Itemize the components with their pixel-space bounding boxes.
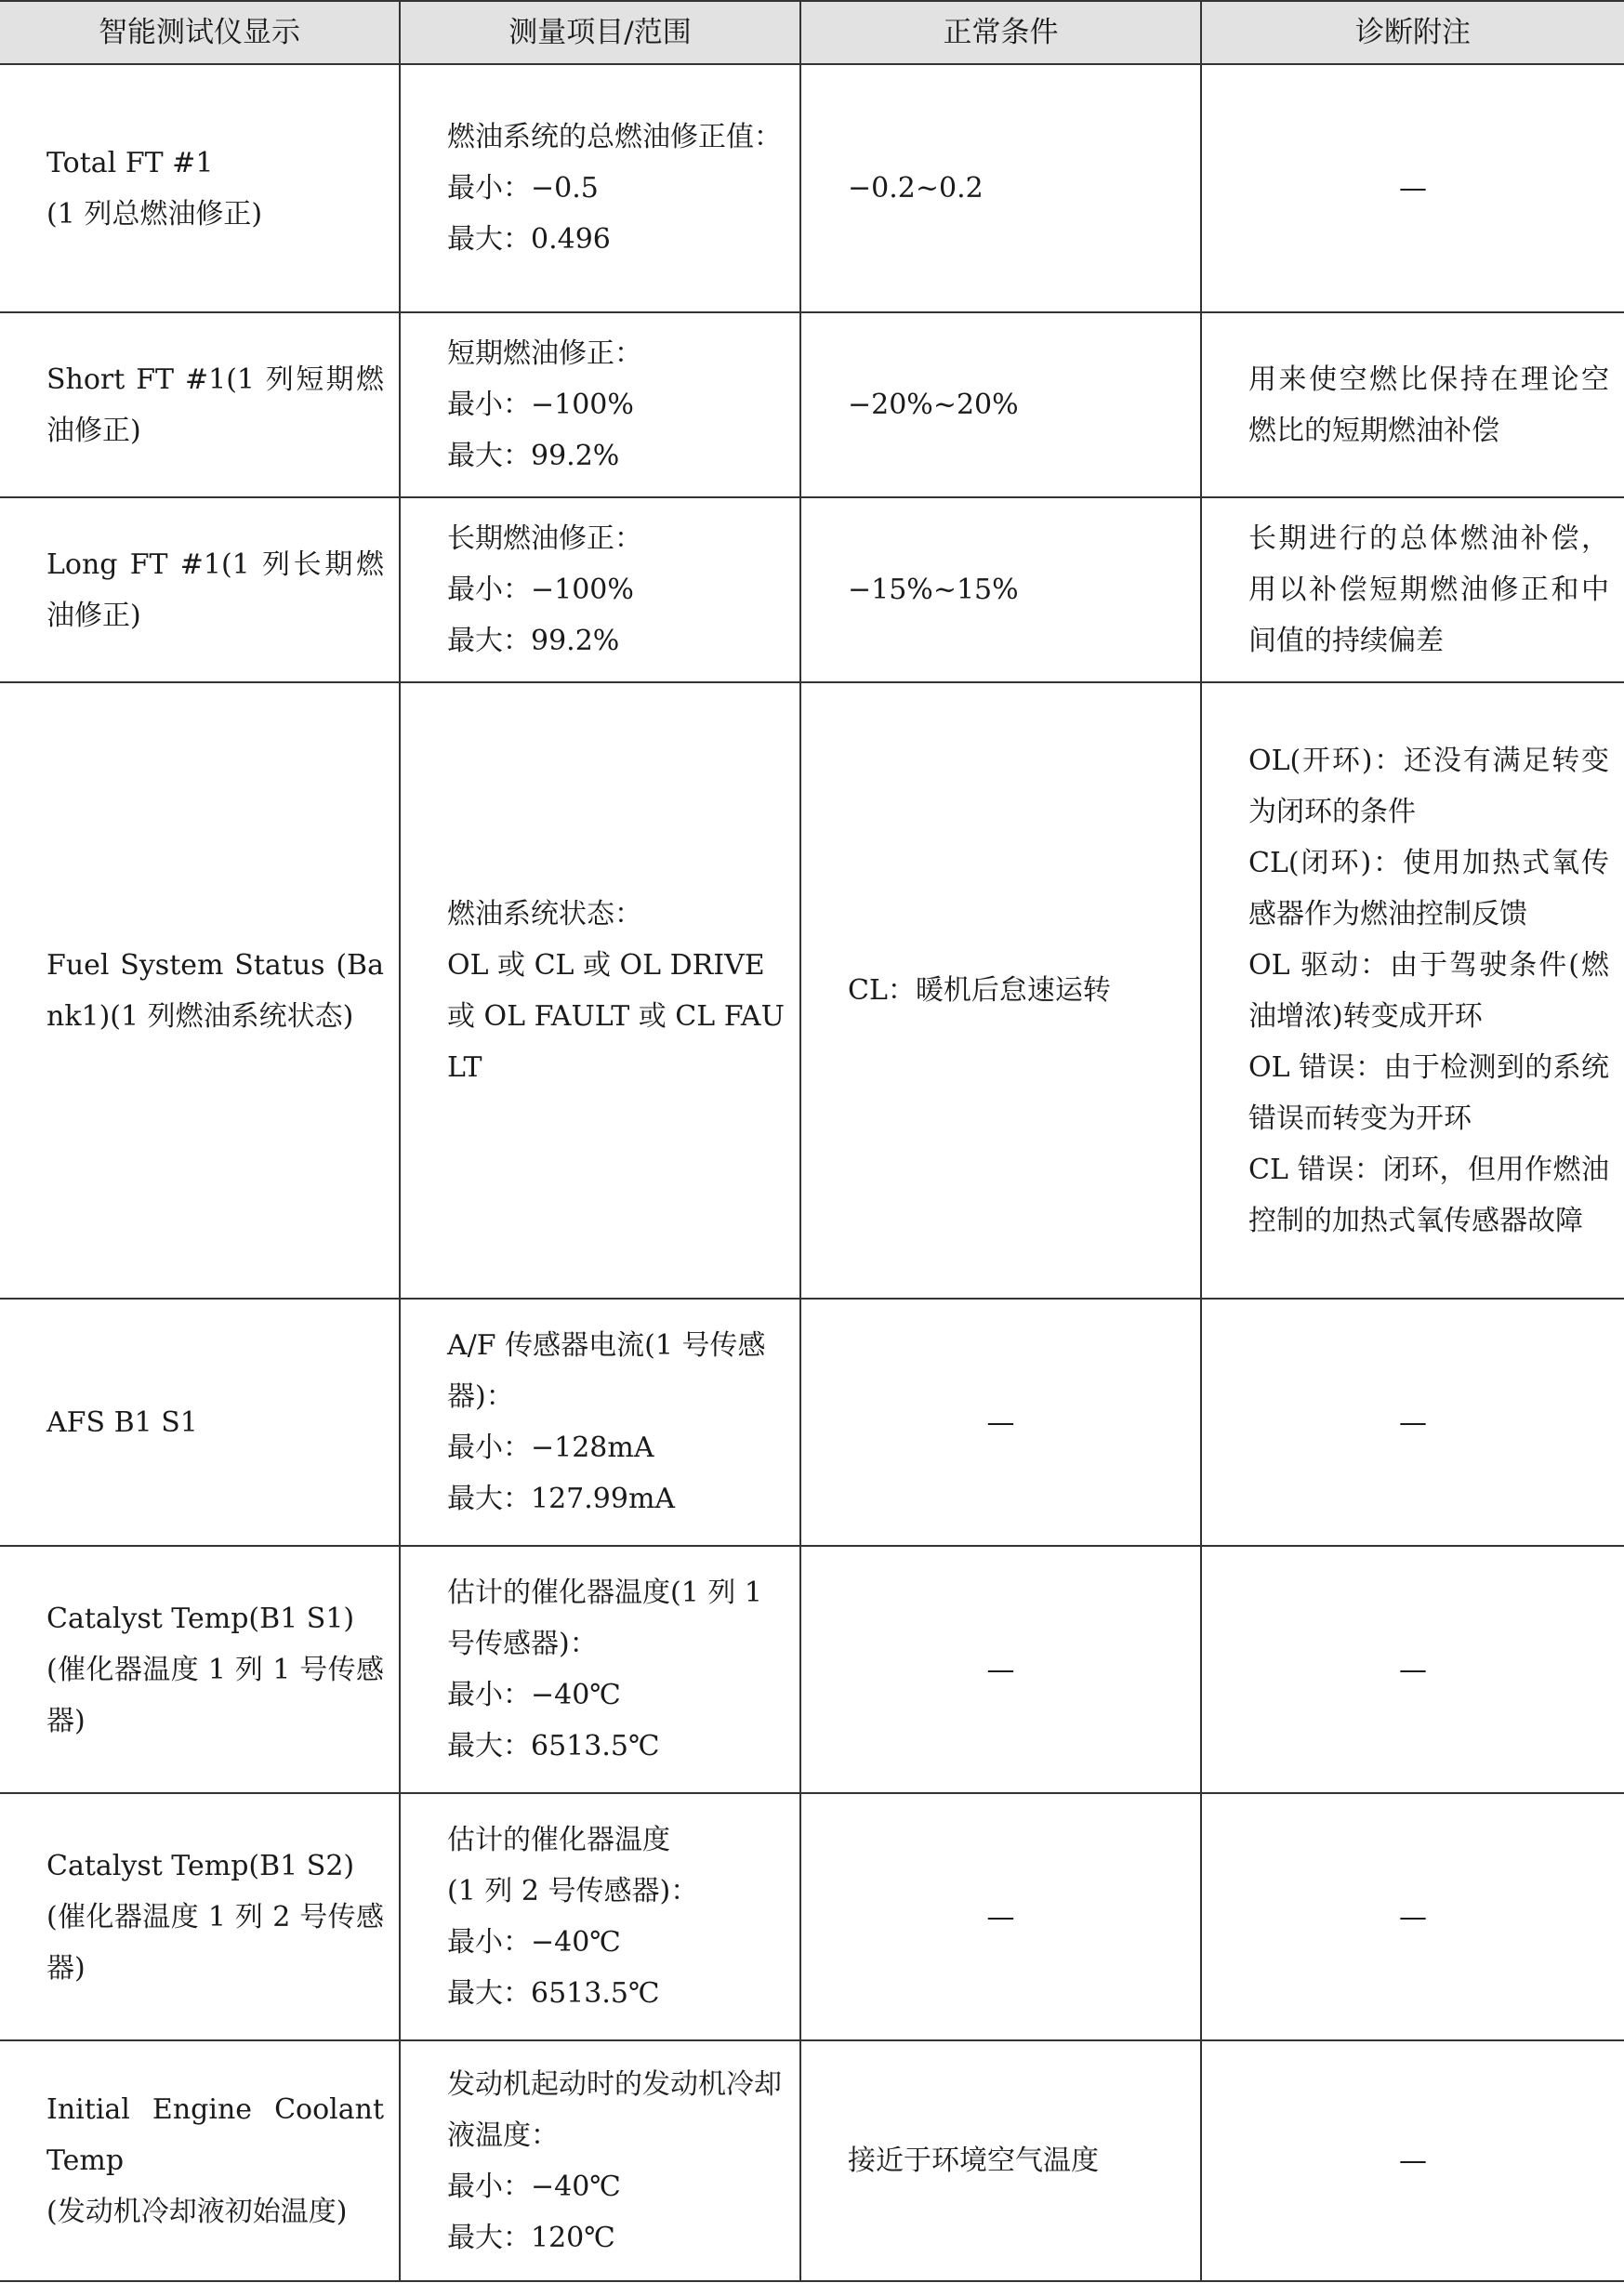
note-line: —: [1399, 2144, 1427, 2177]
cell-note: [1201, 1793, 1624, 2040]
cell-note: [1201, 1546, 1624, 1793]
range-line: 最小：−128mA: [447, 1432, 654, 1464]
display-line: AFS B1 S1: [46, 1405, 198, 1439]
note-line: —: [1399, 172, 1427, 205]
note-line: —: [1399, 1405, 1427, 1439]
range-line: A/F 传感器电流(1 号传感器)：: [447, 1329, 766, 1413]
table-row: [0, 64, 1624, 312]
cell-range: [400, 64, 800, 312]
table-header: [0, 1, 1624, 64]
note-line: CL(闭环)：使用加热式氧传感器作为燃油控制反馈: [1248, 846, 1609, 930]
cell-normal: [800, 64, 1201, 312]
range-line: 最大：127.99mA: [447, 1483, 676, 1515]
cell-display: [0, 682, 400, 1299]
cell-normal: [800, 497, 1201, 682]
cell-display: [0, 2040, 400, 2281]
range-line: 长期燃油修正：: [447, 522, 642, 555]
cell-range: [400, 1793, 800, 2040]
range-line: 燃油系统的总燃油修正值：: [447, 121, 782, 153]
display-line: Long FT #1(1 列长期燃油修正): [46, 548, 384, 632]
table-row: [0, 1546, 1624, 1793]
table-row: [0, 312, 1624, 497]
range-line: 最大：6513.5℃: [447, 1977, 660, 2010]
range-line: 短期燃油修正：: [447, 337, 642, 370]
normal-text: —: [986, 1900, 1015, 1933]
cell-display: [0, 497, 400, 682]
cell-display: [0, 1546, 400, 1793]
cell-range: [400, 497, 800, 682]
cell-note: [1201, 497, 1624, 682]
range-line: 最小：−40℃: [447, 2170, 621, 2203]
cell-note: [1201, 64, 1624, 312]
note-line: OL 错误：由于检测到的系统错误而转变为开环: [1248, 1050, 1609, 1135]
cell-normal: [800, 1793, 1201, 2040]
display-line: Catalyst Temp(B1 S2): [46, 1849, 355, 1882]
cell-range: [400, 312, 800, 497]
header-display: 智能测试仪显示: [0, 1, 400, 64]
cell-display: [0, 312, 400, 497]
cell-range: [400, 1546, 800, 1793]
range-line: 最大：6513.5℃: [447, 1730, 660, 1762]
normal-text: —: [986, 1653, 1015, 1686]
range-line: 燃油系统状态：: [447, 897, 642, 930]
display-line: Fuel System Status (Bank1)(1 列燃油系统状态): [46, 948, 384, 1033]
note-line: —: [1399, 1900, 1427, 1933]
range-line: 估计的催化器温度(1 列 1 号传感器)：: [447, 1577, 762, 1660]
range-line: (1 列 2 号传感器)：: [447, 1875, 699, 1907]
cell-display: [0, 64, 400, 312]
cell-range: [400, 2040, 800, 2281]
range-line: 最小：−0.5: [447, 172, 599, 205]
range-line: 最小：−100%: [447, 389, 634, 421]
display-line: Initial Engine Coolant Temp: [46, 2093, 384, 2177]
cell-note: [1201, 312, 1624, 497]
range-line: 最大：99.2%: [447, 625, 620, 657]
header-range: 测量项目/范围: [400, 1, 800, 64]
normal-text: −0.2~0.2: [848, 172, 984, 205]
normal-text: 接近于环境空气温度: [848, 2144, 1099, 2177]
range-line: 估计的催化器温度: [447, 1824, 670, 1856]
cell-normal: [800, 1299, 1201, 1546]
range-line: 最大：120℃: [447, 2221, 615, 2254]
note-line: OL 驱动：由于驾驶条件(燃油增浓)转变成开环: [1248, 948, 1609, 1033]
cell-range: [400, 682, 800, 1299]
table-row: [0, 497, 1624, 682]
cell-note: [1201, 2040, 1624, 2281]
display-line: (催化器温度 1 列 2 号传感器): [46, 1900, 384, 1985]
range-line: 最大：0.496: [447, 223, 611, 256]
range-line: 最小：−100%: [447, 574, 634, 606]
normal-text: CL：暖机后怠速运转: [848, 974, 1111, 1007]
note-line: —: [1399, 1653, 1427, 1686]
cell-display: [0, 1793, 400, 2040]
header-row: [0, 1, 1624, 64]
normal-text: −20%~20%: [848, 389, 1019, 421]
range-line: 发动机起动时的发动机冷却液温度：: [447, 2067, 782, 2152]
table-body: [0, 64, 1624, 2281]
note-line: OL(开环)：还没有满足转变为闭环的条件: [1248, 744, 1609, 828]
cell-note: [1201, 1299, 1624, 1546]
cell-normal: [800, 682, 1201, 1299]
normal-text: —: [986, 1405, 1015, 1439]
display-line: Short FT #1(1 列短期燃油修正): [46, 363, 384, 447]
range-line: 最小：−40℃: [447, 1679, 621, 1711]
display-line: (1 列总燃油修正): [46, 197, 263, 231]
range-line: OL 或 CL 或 OL DRIVE 或 OL FAULT 或 CL FAULT: [447, 948, 785, 1084]
note-line: 用来使空燃比保持在理论空燃比的短期燃油补偿: [1248, 363, 1609, 447]
range-line: 最小：−40℃: [447, 1926, 621, 1959]
display-line: (发动机冷却液初始温度): [46, 2196, 348, 2228]
table-row: [0, 1793, 1624, 2040]
display-line: Catalyst Temp(B1 S1): [46, 1602, 355, 1635]
cell-note: [1201, 682, 1624, 1299]
header-note: 诊断附注: [1201, 1, 1624, 64]
cell-range: [400, 1299, 800, 1546]
cell-normal: [800, 312, 1201, 497]
cell-normal: [800, 2040, 1201, 2281]
cell-display: [0, 1299, 400, 1546]
display-line: (催化器温度 1 列 1 号传感器): [46, 1653, 384, 1737]
note-line: CL 错误：闭环，但用作燃油控制的加热式氧传感器故障: [1248, 1153, 1609, 1237]
note-line: 长期进行的总体燃油补偿，用以补偿短期燃油修正和中间值的持续偏差: [1248, 522, 1609, 657]
header-normal: 正常条件: [800, 1, 1201, 64]
normal-text: −15%~15%: [848, 574, 1019, 606]
table-row: [0, 682, 1624, 1299]
range-line: 最大：99.2%: [447, 440, 620, 472]
cell-normal: [800, 1546, 1201, 1793]
table-row: [0, 2040, 1624, 2281]
display-line: Total FT #1: [46, 146, 214, 179]
table-row: [0, 1299, 1624, 1546]
